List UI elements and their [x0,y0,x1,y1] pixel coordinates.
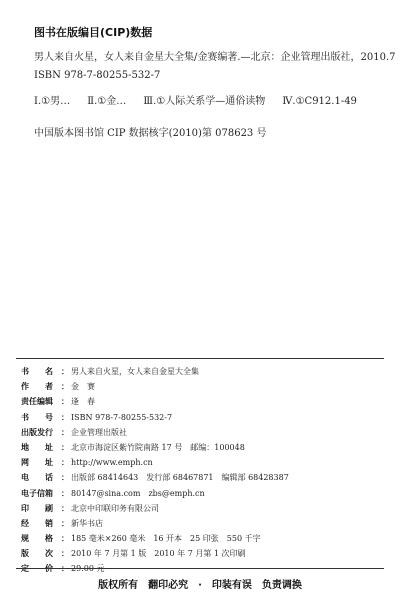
info-row: 电 话 ： 出版部 68414643 发行部 68467871 编辑部 68428387 [21,470,289,485]
info-label: 作 者 [21,382,53,392]
publication-info-table [21,364,289,577]
info-value: 北京中印联印务有限公司 [71,503,159,513]
info-row: 规 格 ： 185 毫米×260 毫米 16 开本 25 印张 550 千字 [21,531,289,546]
info-label: 印 刷 [21,503,53,513]
divider-bottom [16,568,384,569]
info-row: 书 号 ： ISBN 978-7-80255-532-7 [21,410,289,425]
info-label: 出版发行 [21,427,53,437]
info-label: 版 次 [21,549,53,559]
info-row: 网 址 ： http://www.emph.cn [21,455,289,470]
classification-item: Ⅳ.①C912.1-49 [282,96,357,107]
email-value: 80147@sina.com zbs@emph.cn [71,488,205,498]
info-value: 男人来自火星，女人来自金星大全集 [71,367,199,376]
info-label: 电 话 [21,473,53,483]
info-label: 地 址 [21,442,53,452]
info-row: 版 次 ： 2010 年 7 月第 1 版 2010 年 7 月第 1 次印刷 [21,546,289,561]
cip-title-line: 男人来自火星，女人来自金星大全集/金赛编著.—北京：企业管理出版社，2010.7 [34,52,396,63]
classification-item: Ⅰ.①男… [34,96,71,107]
info-value: 逢 春 [71,397,95,407]
cip-catalog-note: 中国版本图书馆 CIP 数据核字(2010)第 078623 号 [34,128,267,139]
info-value: 2010 年 7 月第 1 版 2010 年 7 月第 1 次印刷 [71,549,246,559]
website-value: http://www.emph.cn [71,458,153,468]
info-label: 书 名 [21,367,53,376]
info-label: 责任编辑 [21,397,53,407]
info-row: 经 销 ： 新华书店 [21,516,289,531]
info-row: 作 者 ： 金 赛 [21,379,289,394]
info-label: 经 销 [21,518,53,528]
cip-heading: 图书在版编目(CIP)数据 [34,26,153,39]
info-label: 规 格 [21,534,53,544]
classification-item: Ⅲ.①人际关系学—通俗读物 [143,96,266,107]
info-label: 定 价 [21,564,53,574]
info-label: 网 址 [21,458,53,468]
classification-item: Ⅱ.①金… [87,96,127,107]
info-value: ISBN 978-7-80255-532-7 [71,412,173,422]
info-row: 书 名 ： 男人来自火星，女人来自金星大全集 [21,364,289,379]
info-row: 电子信箱 ： 80147@sina.com zbs@emph.cn [21,486,289,501]
info-label: 电子信箱 [21,488,53,498]
info-value: 出版部 68414643 发行部 68467871 编辑部 68428387 [71,473,289,483]
info-row: 定 价 ： 29.00 元 [21,561,289,576]
info-value: 新华书店 [71,518,103,528]
copyright-footer: 版权所有 翻印必究 · 印装有误 负责调换 [98,580,302,591]
cip-classification [34,96,371,108]
info-label: 书 号 [21,412,53,422]
info-row: 出版发行 ： 企业管理出版社 [21,425,289,440]
info-row: 责任编辑 ： 逢 春 [21,394,289,409]
info-row: 印 刷 ： 北京中印联印务有限公司 [21,501,289,516]
info-value: 金 赛 [71,382,95,392]
info-value: 企业管理出版社 [71,427,127,437]
price-value: 29.00 元 [71,564,105,574]
divider-top [16,358,384,359]
info-value: 北京市海淀区紫竹院南路 17 号 邮编：100048 [71,442,245,452]
cip-isbn-line: ISBN 978-7-80255-532-7 [34,70,161,81]
info-row: 地 址 ： 北京市海淀区紫竹院南路 17 号 邮编：100048 [21,440,289,455]
info-value: 185 毫米×260 毫米 16 开本 25 印张 550 千字 [71,534,261,544]
